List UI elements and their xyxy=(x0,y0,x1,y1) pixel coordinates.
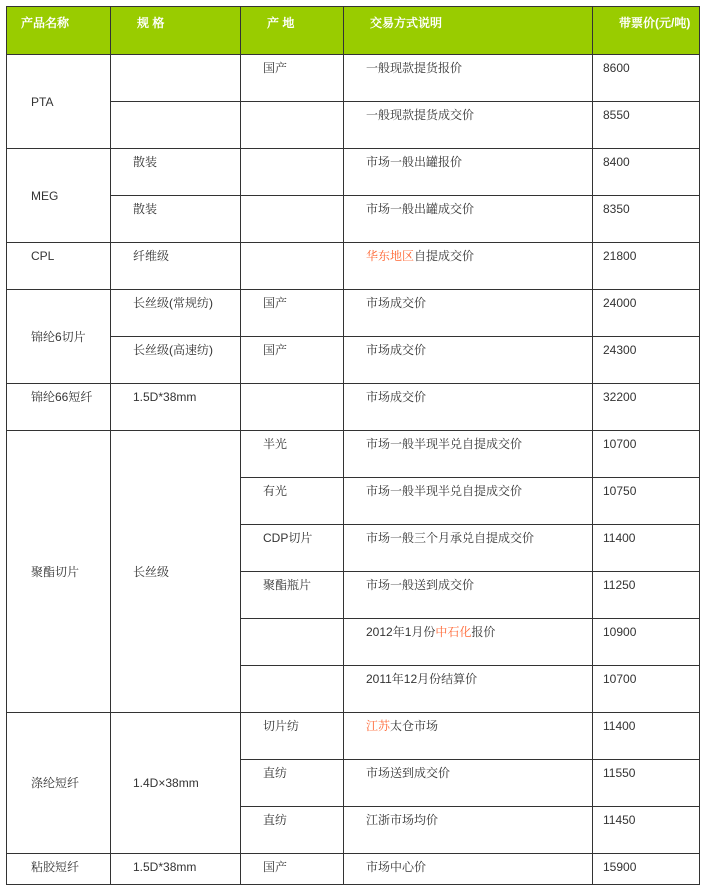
origin-cell: 直纺 xyxy=(241,760,344,807)
origin-cell: 国产 xyxy=(241,290,344,337)
product-name: 涤纶短纤 xyxy=(7,713,111,854)
trade-method-cell: 市场中心价 xyxy=(344,854,593,885)
spec-cell xyxy=(111,55,241,102)
origin-cell: 直纺 xyxy=(241,807,344,854)
trade-method-cell: 市场送到成交价 xyxy=(344,760,593,807)
origin-cell: 切片纺 xyxy=(241,713,344,760)
trade-method-cell xyxy=(344,243,593,290)
product-name: 锦纶66短纤 xyxy=(7,384,111,431)
price-table xyxy=(6,6,700,885)
trade-method-cell: 江浙市场均价 xyxy=(344,807,593,854)
trade-method-cell: 市场成交价 xyxy=(344,384,593,431)
table-row xyxy=(7,196,700,243)
price-cell: 11400 xyxy=(593,713,700,760)
product-name: PTA xyxy=(7,55,111,149)
table-row xyxy=(7,55,700,102)
origin-cell: 有光 xyxy=(241,478,344,525)
table-row xyxy=(7,149,700,196)
price-cell: 11550 xyxy=(593,760,700,807)
price-cell: 10750 xyxy=(593,478,700,525)
trade-method-text: 太仓市场 xyxy=(390,719,439,733)
header-trade-method: 交易方式说明 xyxy=(344,7,593,55)
product-name: 锦纶6切片 xyxy=(7,290,111,384)
price-cell: 32200 xyxy=(593,384,700,431)
price-cell: 11450 xyxy=(593,807,700,854)
price-cell: 24300 xyxy=(593,337,700,384)
spec-cell: 纤维级 xyxy=(111,243,241,290)
origin-cell xyxy=(241,666,344,713)
price-cell: 11250 xyxy=(593,572,700,619)
origin-cell xyxy=(241,149,344,196)
trade-method-cell: 一般现款提货报价 xyxy=(344,55,593,102)
price-cell: 15900 xyxy=(593,854,700,885)
origin-cell: 半光 xyxy=(241,431,344,478)
header-origin: 产 地 xyxy=(241,7,344,55)
header-price: 带票价(元/吨) xyxy=(593,7,700,55)
trade-method-cell: 市场一般出罐报价 xyxy=(344,149,593,196)
table-row xyxy=(7,384,700,431)
spec-cell: 1.5D*38mm xyxy=(111,854,241,885)
table-row xyxy=(7,854,700,885)
origin-cell: 国产 xyxy=(241,854,344,885)
spec-cell: 长丝级(高速纺) xyxy=(111,337,241,384)
table-row xyxy=(7,102,700,149)
price-cell: 21800 xyxy=(593,243,700,290)
price-cell: 8350 xyxy=(593,196,700,243)
trade-method-cell: 市场成交价 xyxy=(344,290,593,337)
origin-cell: 国产 xyxy=(241,337,344,384)
product-name: MEG xyxy=(7,149,111,243)
origin-cell: 聚酯瓶片 xyxy=(241,572,344,619)
spec-cell: 长丝级(常规纺) xyxy=(111,290,241,337)
trade-method-prefix: 2012年1月份 xyxy=(366,625,436,639)
spec-cell: 1.5D*38mm xyxy=(111,384,241,431)
header-spec: 规 格 xyxy=(111,7,241,55)
trade-method-cell: 2011年12月份结算价 xyxy=(344,666,593,713)
origin-cell xyxy=(241,243,344,290)
trade-method-cell: 一般现款提货成交价 xyxy=(344,102,593,149)
trade-method-cell: 市场一般半现半兑自提成交价 xyxy=(344,431,593,478)
origin-cell: CDP切片 xyxy=(241,525,344,572)
header-row xyxy=(7,7,700,55)
spec-cell: 长丝级 xyxy=(111,431,241,713)
trade-method-cell: 市场一般送到成交价 xyxy=(344,572,593,619)
product-name: CPL xyxy=(7,243,111,290)
spec-cell: 散装 xyxy=(111,196,241,243)
highlight-text: 中石化 xyxy=(435,625,472,639)
trade-method-text: 报价 xyxy=(471,625,496,639)
trade-method-cell: 市场一般三个月承兑自提成交价 xyxy=(344,525,593,572)
highlight-text: 华东地区 xyxy=(366,249,415,263)
origin-cell xyxy=(241,102,344,149)
price-cell: 8550 xyxy=(593,102,700,149)
price-cell: 10700 xyxy=(593,666,700,713)
trade-method-cell: 市场成交价 xyxy=(344,337,593,384)
spec-cell: 散装 xyxy=(111,149,241,196)
product-name: 聚酯切片 xyxy=(7,431,111,713)
origin-cell xyxy=(241,619,344,666)
spec-cell: 1.4D×38mm xyxy=(111,713,241,854)
table-row xyxy=(7,290,700,337)
price-cell: 10900 xyxy=(593,619,700,666)
table-row xyxy=(7,337,700,384)
trade-method-cell xyxy=(344,713,593,760)
trade-method-text: 自提成交价 xyxy=(414,249,475,263)
price-cell: 11400 xyxy=(593,525,700,572)
trade-method-cell: 市场一般半现半兑自提成交价 xyxy=(344,478,593,525)
highlight-text: 江苏 xyxy=(366,719,391,733)
trade-method-cell xyxy=(344,619,593,666)
table-row xyxy=(7,713,700,760)
origin-cell xyxy=(241,384,344,431)
table-row xyxy=(7,243,700,290)
origin-cell: 国产 xyxy=(241,55,344,102)
price-cell: 24000 xyxy=(593,290,700,337)
trade-method-cell: 市场一般出罐成交价 xyxy=(344,196,593,243)
spec-cell xyxy=(111,102,241,149)
product-name: 粘胶短纤 xyxy=(7,854,111,885)
price-cell: 8600 xyxy=(593,55,700,102)
table-row xyxy=(7,431,700,478)
header-product-name: 产品名称 xyxy=(7,7,111,55)
price-cell: 8400 xyxy=(593,149,700,196)
origin-cell xyxy=(241,196,344,243)
price-cell: 10700 xyxy=(593,431,700,478)
